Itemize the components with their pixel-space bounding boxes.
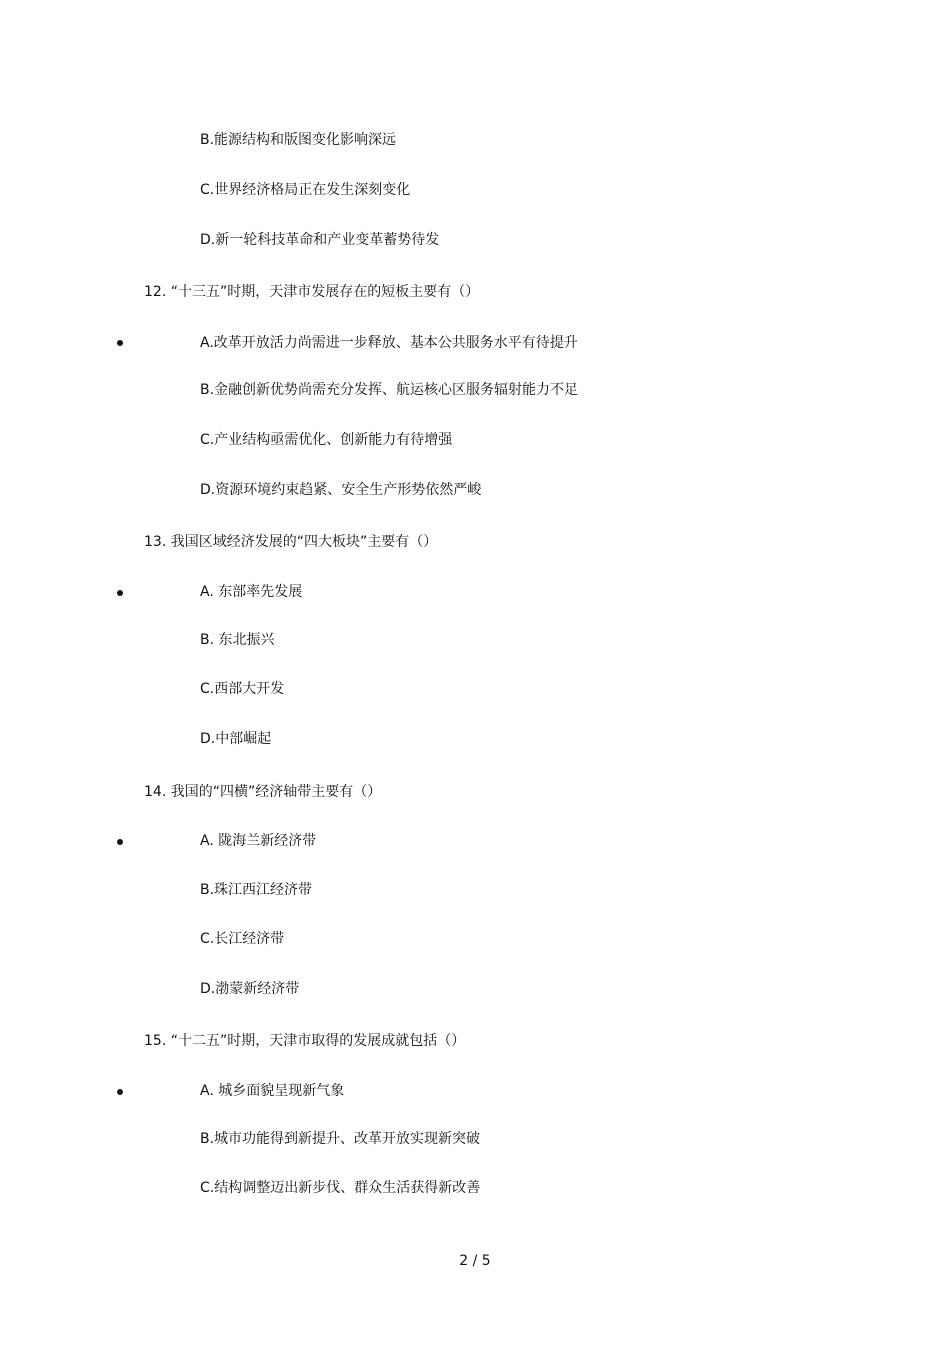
option-line: A.改革开放活力尚需进一步释放、基本公共服务水平有待提升 bbox=[200, 335, 578, 351]
option-line: D.中部崛起 bbox=[200, 731, 272, 747]
option-line: D.资源环境约束趋紧、安全生产形势依然严峻 bbox=[200, 482, 482, 498]
page-number: 2 / 5 bbox=[459, 1253, 491, 1269]
question-line: 12. “十三五”时期，天津市发展存在的短板主要有（） bbox=[144, 284, 480, 300]
option-line: B.金融创新优势尚需充分发挥、航运核心区服务辐射能力不足 bbox=[200, 382, 579, 398]
option-line: C.产业结构亟需优化、创新能力有待增强 bbox=[200, 432, 453, 448]
option-line: A. 陇海兰新经济带 bbox=[200, 833, 317, 849]
question-line: 13. 我国区域经济发展的“四大板块”主要有（） bbox=[144, 534, 438, 550]
option-line: C.结构调整迈出新步伐、群众生活获得新改善 bbox=[200, 1180, 481, 1196]
option-line: A. 东部率先发展 bbox=[200, 584, 303, 600]
bullet-icon bbox=[117, 590, 123, 596]
option-line: B.珠江西江经济带 bbox=[200, 882, 313, 898]
option-line: B.能源结构和版图变化影响深远 bbox=[200, 132, 397, 148]
option-line: C.西部大开发 bbox=[200, 681, 285, 697]
option-line: C.世界经济格局正在发生深刻变化 bbox=[200, 182, 411, 198]
option-line: D.渤蒙新经济带 bbox=[200, 981, 300, 997]
bullet-icon bbox=[117, 340, 123, 346]
option-line: A. 城乡面貌呈现新气象 bbox=[200, 1083, 345, 1099]
option-line: C.长江经济带 bbox=[200, 931, 285, 947]
bullet-icon bbox=[117, 839, 123, 845]
question-line: 14. 我国的“四横”经济轴带主要有（） bbox=[144, 784, 382, 800]
question-line: 15. “十二五”时期，天津市取得的发展成就包括（） bbox=[144, 1033, 466, 1049]
option-line: B.城市功能得到新提升、改革开放实现新突破 bbox=[200, 1131, 481, 1147]
option-line: D.新一轮科技革命和产业变革蓄势待发 bbox=[200, 232, 440, 248]
bullet-icon bbox=[117, 1089, 123, 1095]
option-line: B. 东北振兴 bbox=[200, 632, 275, 648]
